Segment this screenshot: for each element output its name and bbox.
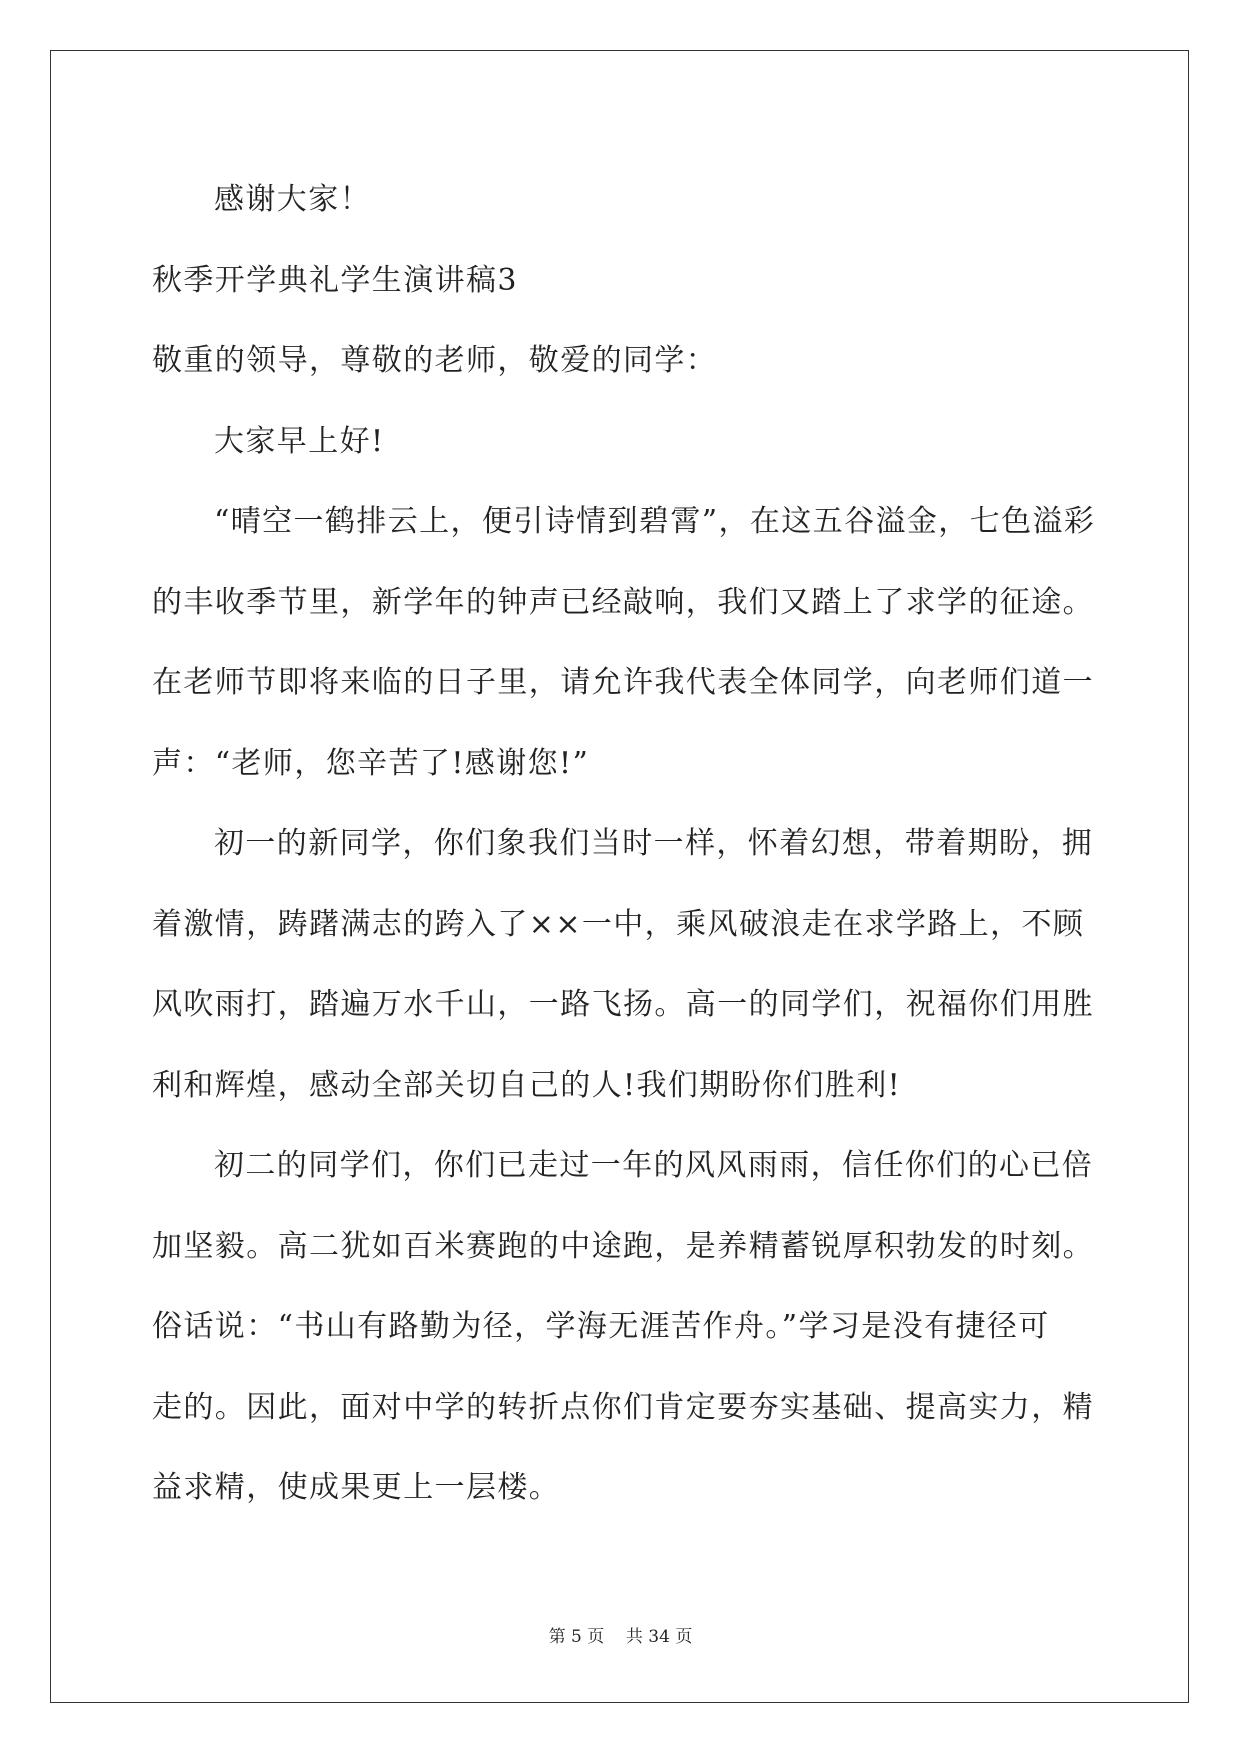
page-number-footer: 第 5 页 共 34 页: [548, 1627, 693, 1647]
paragraph-line: 着激情，踌躇满志的跨入了××一中，乘风破浪走在求学路上，不顾: [152, 906, 1085, 942]
paragraph-line: 声：“老师，您辛苦了!感谢您!”: [152, 745, 590, 781]
paragraph-line: 的丰收季节里，新学年的钟声已经敲响，我们又踏上了求学的征途。: [152, 584, 1094, 620]
paragraph-line: 初二的同学们，你们已走过一年的风风雨雨，信任你们的心已倍: [214, 1148, 1094, 1183]
paragraph-line: 加坚毅。高二犹如百米赛跑的中途跑，是养精蓄锐厚积勃发的时刻。: [152, 1228, 1094, 1264]
paragraph-line: 风吹雨打，踏遍万水千山，一路飞扬。高一的同学们，祝福你们用胜: [152, 987, 1094, 1022]
paragraph-line: 初一的新同学，你们象我们当时一样，怀着幻想，带着期盼，拥: [214, 826, 1094, 861]
salutation-line: 敬重的领导，尊敬的老师，敬爱的同学：: [152, 343, 718, 378]
paragraph-line: 俗话说：“书山有路勤为径，学海无涯苦作舟。”学习是没有捷径可: [152, 1309, 1050, 1344]
paragraph-line: 益求精，使成果更上一层楼。: [152, 1470, 561, 1505]
document-body: [152, 160, 1096, 1529]
paragraph-line: 在老师节即将来临的日子里，请允许我代表全体同学，向老师们道一: [152, 665, 1094, 700]
paragraph-line: 利和辉煌，感动全部关切自己的人!我们期盼你们胜利!: [152, 1067, 902, 1103]
paragraph-line: “晴空一鹤排云上，便引诗情到碧霄”，在这五谷溢金，七色溢彩: [214, 504, 1096, 539]
paragraph-line: 走的。因此，面对中学的转折点你们肯定要夯实基础、提高实力，精: [152, 1389, 1094, 1425]
closing-thanks-line: 感谢大家！: [214, 182, 371, 217]
speech-title: 秋季开学典礼学生演讲稿3: [152, 262, 518, 298]
greeting-line: 大家早上好!: [214, 423, 385, 459]
